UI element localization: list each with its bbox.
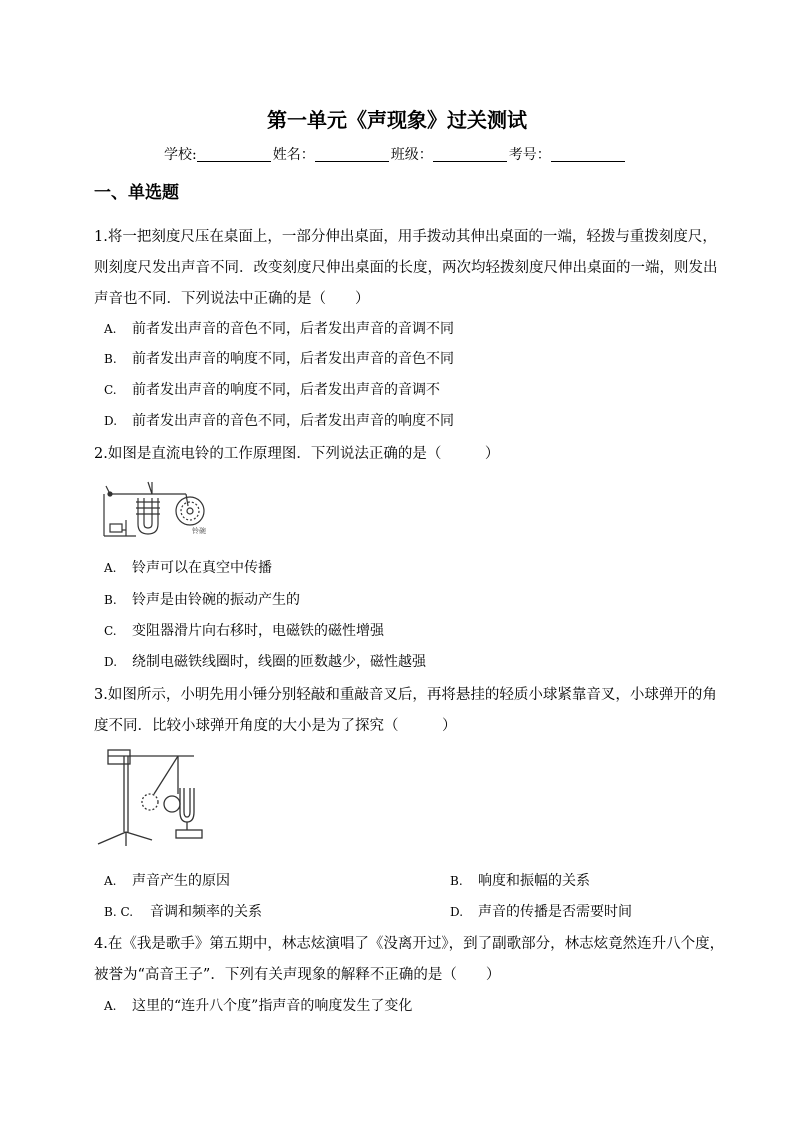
option-letter: B. C. (104, 905, 134, 919)
school-blank[interactable] (197, 147, 271, 162)
option-letter: B. (450, 874, 463, 888)
option-letter: B. (104, 593, 117, 607)
page-title: 第一单元《声现象》过关测试 (267, 108, 527, 132)
option-text: 变阻器滑片向右移时，电磁铁的磁性增强 (132, 623, 384, 639)
q1-line-2: 则刻度尺发出声音不同．改变刻度尺伸出桌面的长度，两次均轻拨刻度尺伸出桌面的一端，则发出 (94, 260, 718, 276)
section-heading: 一、单选题 (94, 183, 179, 203)
q1-line-3: 声音也不同．下列说法中正确的是（ ） (94, 291, 370, 307)
q2-option-d[interactable] (104, 651, 426, 671)
q1-line-1: 1.将一把刻度尺压在桌面上，一部分伸出桌面，用手拨动其伸出桌面的一端，轻拨与重拨刻度尺， (94, 229, 717, 245)
option-letter: B. (104, 352, 117, 366)
option-text: 铃声是由铃碗的振动产生的 (132, 592, 300, 608)
q3-line-1: 3.如图所示，小明先用小锤分别轻敲和重敲音叉后，再将悬挂的轻质小球紧靠音叉，小球弹开的角 (94, 687, 717, 703)
class-label: 班级： (390, 147, 433, 163)
q1-option-c[interactable] (104, 379, 440, 399)
q3-line-2: 度不同．比较小球弹开角度的大小是为了探究（ ） (94, 718, 457, 734)
class-blank[interactable] (433, 147, 507, 162)
q4-line-2: 被誉为“高音王子”．下列有关声现象的解释不正确的是（ ） (94, 967, 501, 983)
name-label: 姓名： (272, 147, 315, 163)
option-letter: C. (104, 383, 117, 397)
option-text: 前者发出声音的音色不同，后者发出声音的音调不同 (132, 321, 454, 337)
student-info-line (164, 144, 627, 164)
q4-option-a[interactable] (104, 995, 412, 1015)
electric-bell-diagram (96, 474, 216, 542)
number-blank[interactable] (551, 147, 625, 162)
option-letter: D. (104, 414, 118, 428)
option-text: 声音的传播是否需要时间 (478, 904, 632, 920)
option-text: 响度和振幅的关系 (478, 873, 590, 889)
q3-option-b[interactable] (450, 870, 590, 890)
option-letter: A. (104, 322, 117, 336)
q3-option-c[interactable] (104, 901, 262, 921)
name-blank[interactable] (315, 147, 389, 162)
q2-option-b[interactable] (104, 589, 300, 609)
q2-option-a[interactable] (104, 557, 272, 577)
number-label: 考号： (508, 147, 551, 163)
q3-option-d[interactable] (450, 901, 632, 921)
q2-stem: 2.如图是直流电铃的工作原理图．下列说法正确的是（ ） (94, 446, 500, 462)
q1-option-d[interactable] (104, 410, 454, 430)
option-letter: D. (104, 655, 118, 669)
school-label: 学校: (164, 147, 197, 163)
option-letter: D. (450, 905, 464, 919)
option-letter: A. (104, 561, 117, 575)
option-text: 前者发出声音的音色不同，后者发出声音的响度不同 (132, 413, 454, 429)
option-text: 前者发出声音的响度不同，后者发出声音的音调不 (132, 382, 440, 398)
q1-option-a[interactable] (104, 318, 454, 338)
option-text: 音调和频率的关系 (150, 904, 262, 920)
option-text: 绕制电磁铁线圈时，线圈的匝数越少，磁性越强 (132, 654, 426, 670)
option-letter: A. (104, 999, 117, 1013)
option-text: 声音产生的原因 (132, 873, 230, 889)
bell-bowl-label: 铃碗 (192, 527, 206, 535)
tuning-fork-pendulum-diagram (94, 742, 214, 852)
option-text: 铃声可以在真空中传播 (132, 560, 272, 576)
q4-line-1: 4.在《我是歌手》第五期中，林志炫演唱了《没离开过》，到了副歌部分，林志炫竟然连升八个度， (94, 936, 725, 952)
q2-option-c[interactable] (104, 620, 384, 640)
q1-option-b[interactable] (104, 348, 454, 368)
option-letter: C. (104, 624, 117, 638)
option-text: 前者发出声音的响度不同，后者发出声音的音色不同 (132, 351, 454, 367)
option-text: 这里的“连升八个度”指声音的响度发生了变化 (132, 998, 413, 1014)
option-letter: A. (104, 874, 117, 888)
q3-option-a[interactable] (104, 870, 230, 890)
